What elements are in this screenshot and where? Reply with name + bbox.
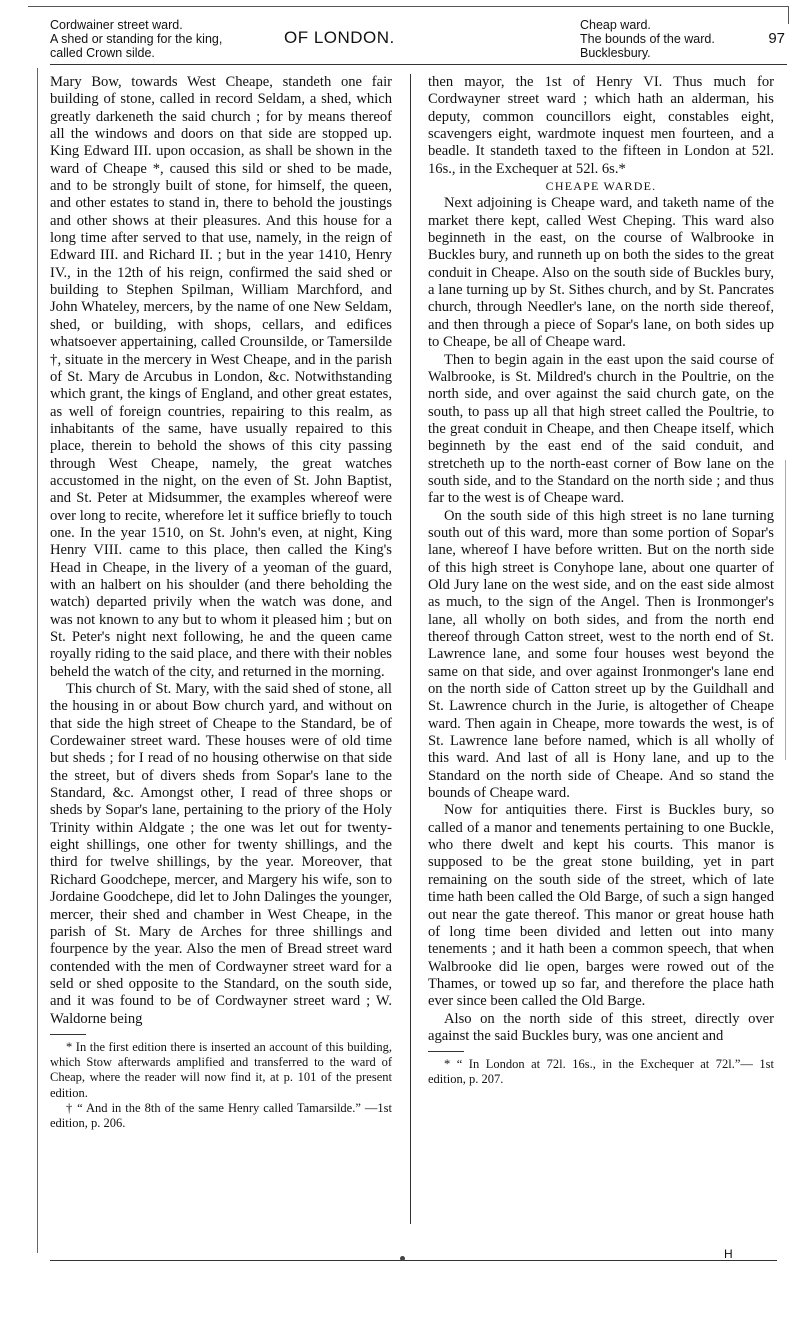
- page-number: 97: [768, 30, 785, 47]
- right-paragraph-4: On the south side of this high street is no lane turning south out of this ward, more than some portion of Sopar's lane, whereof I have before written. But on the north side of this high street is Conyhope lane, about one quarter of Old Jury lane on the west side, and on the east side almost as much, to the sign of the Angel. Then is Ironmonger's lane, all wholly on both sides, and from the north end thereof through Catton street, west to the north end of St. Lawrence lane, and some four houses west beyond the same on that side, and over against Ironmonger's lane end on the north side of Catton street up by the Guildhall and St. Lawrence church in the Jurie, is altogether of Cheape ward. Then again in Cheape, more towards the west, is of St. Lawrence lane before named, which is all wholly of this ward. And last of all is Hony lane, and up to the Standard on the north side of Cheape. And so stand the bounds of Cheape ward.: [428, 507, 774, 802]
- footnote-2: † “ And in the 8th of the same Henry called Tamarsilde.” —1st edition, p. 206.: [50, 1100, 392, 1130]
- right-paragraph-2: Next adjoining is Cheape ward, and taketh name of the market there kept, called West Cheping. This ward also beginneth in the east, on the course of Walbrooke in Buckles bury, and runneth up on both the sides to the great conduit in Cheape. Also on the south side of Buckles bury, a lane turning up by St. Sithes church, and by St. Pancrates church, through Needler's lane, on the north side thereof, and then through a piece of Sopar's lane, on both sides up to Cheape, be all of Cheape ward.: [428, 195, 774, 351]
- right-column: [428, 74, 774, 1088]
- header-left-sidenotes: [50, 18, 222, 60]
- signature-mark: H: [724, 1247, 733, 1261]
- left-column: [50, 74, 392, 1131]
- right-margin-rule: [785, 460, 786, 760]
- right-paragraph-3: Then to begin again in the east upon the said course of Walbrooke, is St. Mildred's church in the Poultrie, on the north side, and over against the said church gate, on the south, to pass up all that high street called the Poultrie, to the great conduit in Cheape, and then Cheape itself, which beginneth by the east end of the said conduit, and stretcheth up to the north-east corner of Bow lane on the south side, and to the Standard on the north side ; and thus far to the west is of Cheape ward.: [428, 351, 774, 507]
- footnote-rule: [428, 1051, 464, 1052]
- left-margin-rule: [37, 68, 38, 1253]
- right-paragraph-1: then mayor, the 1st of Henry VI. Thus much for Cordwayner street ward ; which hath an alderman, his deputy, common councillors eight, constables eight, scavengers eight, wardmote inquest men fourteen, and a beadle. It standeth taxed to the fifteen in London at 52l. 16s., in the Exchequer at 52l. 6s.*: [428, 74, 774, 177]
- header-left-line-1: Cordwainer street ward.: [50, 18, 183, 32]
- column-divider: [410, 74, 411, 1224]
- header-title: OF LONDON.: [284, 28, 395, 47]
- header-rule: [50, 64, 787, 65]
- footnote-rule: [50, 1034, 86, 1035]
- running-header: [50, 18, 787, 60]
- left-paragraph-1: Mary Bow, towards West Cheape, standeth one fair building of stone, called in record Seldam, a shed, which greatly darkeneth the said church ; for by means thereof all the windows and doors on that side are stopped up. King Edward III. upon occasion, as shall be shown in the ward of Cheape *, caused this sild or shed to be made, and to be strongly built of stone, for himself, the queen, and other estates to stand in, there to behold the joustings and other shows at their pleasures. And this house for a long time after served to that use, namely, in the reign of Edward III. and Richard II. ; but in the year 1410, Henry IV., in the 12th of his reign, confirmed the said shed or building to Stephen Spilman, William Marchford, and John Whateley, mercers, by the name of one New Seldam, shed, or building, with shops, cellars, and edifices whatsoever appertaining, called Crounsilde, or Tamersilde †, situate in the mercery in West Cheape, and in the parish of St. Mary de Arcubus in London, &c. Notwithstanding which grant, the kings of England, and other great estates, as well of foreign countries, repairing to this realm, as inhabitants of the same, have usually repaired to this place, therein to behold the shows of this city passing through West Cheape, namely, the great watches accustomed in the night, on the even of St. John Baptist, and St. Peter at Midsummer, the examples whereof were over long to recite, wherefore let it suffice briefly to touch one. In the year 1510, on St. John's even, at night, King Henry VIII. came to this place, then called the King's Head in Cheape, in the livery of a yeoman of the guard, with an halbert on his shoulder (and there beholding the watch) departed privily when the watch was done, and was not known to any but to whom it pleased him ; but on St. Peter's night next following, he and the queen came royally riding to the said place, and there with their nobles beheld the watch of the city, and returned in the morning.: [50, 74, 392, 680]
- section-heading: CHEAPE WARDE.: [545, 179, 657, 194]
- right-paragraph-6: Also on the north side of this street, directly over against the said Buckles bury, was one ancient and: [428, 1010, 774, 1044]
- right-border-rule: [788, 6, 789, 24]
- header-right-sidenotes: [580, 18, 715, 60]
- header-left-line-2: A shed or standing for the king,: [50, 32, 223, 46]
- header-right-line-3: Bucklesbury.: [580, 46, 651, 60]
- top-border-rule: [28, 6, 789, 7]
- bottom-rule: [50, 1260, 777, 1261]
- header-left-line-3: called Crown silde.: [50, 46, 155, 60]
- header-right-line-2: The bounds of the ward.: [580, 32, 715, 46]
- footnote-3: * “ In London at 72l. 16s., in the Exchequer at 72l.”— 1st edition, p. 207.: [428, 1057, 774, 1087]
- footnote-1: * In the first edition there is inserted an account of this building, which Stow afterwards amplified and transferred to the ward of Cheap, where the reader will now find it, at p. 101 of the present edition.: [50, 1039, 392, 1100]
- left-paragraph-2: This church of St. Mary, with the said shed of stone, all the housing in or about Bow church yard, and without on that side the high street of Cheape to the Standard, be of Cordewainer street ward. These houses were of old time but sheds ; for I read of no housing otherwise on that side the street, but of divers sheds from Sopar's lane to the Standard, &c. Amongst other, I read of three shops or sheds by Sopar's lane, pertaining to the priory of the Holy Trinity within Aldgate ; the one was let out for twenty-eight shillings, one other for twenty shillings, and the third for twelve shillings, by the year. Moreover, that Richard Goodchepe, mercer, and Margery his wife, son to Jordaine Goodchepe, did let to John Dalinges the younger, mercer, their shed and chamber in West Cheape, in the parish of St. Mary de Arches for three shillings and fourpence by the year. Also the men of Bread street ward contended with the men of Cordwayner street ward for a seld or shed opposite to the Standard, on the south side, and it was found to be of Cordwayner street ward ; W. Waldorne being: [50, 681, 392, 1027]
- bottom-dot-mark: [400, 1256, 405, 1261]
- header-right-line-1: Cheap ward.: [580, 18, 651, 32]
- right-paragraph-5: Now for antiquities there. First is Buckles bury, so called of a manor and tenements pertaining to one Buckle, who there dwelt and kept his courts. This manor is supposed to be the great stone building, yet in part remaining on the south side of the street, which of late time hath been called the Old Barge, of such a sign hanged out near the gate thereof. This manor or great house hath of long time been divided and letten out into many tenements ; and it hath been a common speech, that when Walbrooke did lie open, barges were rowed out of the Thames, or towed up so far, and therefore the place hath ever since been called the Old Barge.: [428, 802, 774, 1010]
